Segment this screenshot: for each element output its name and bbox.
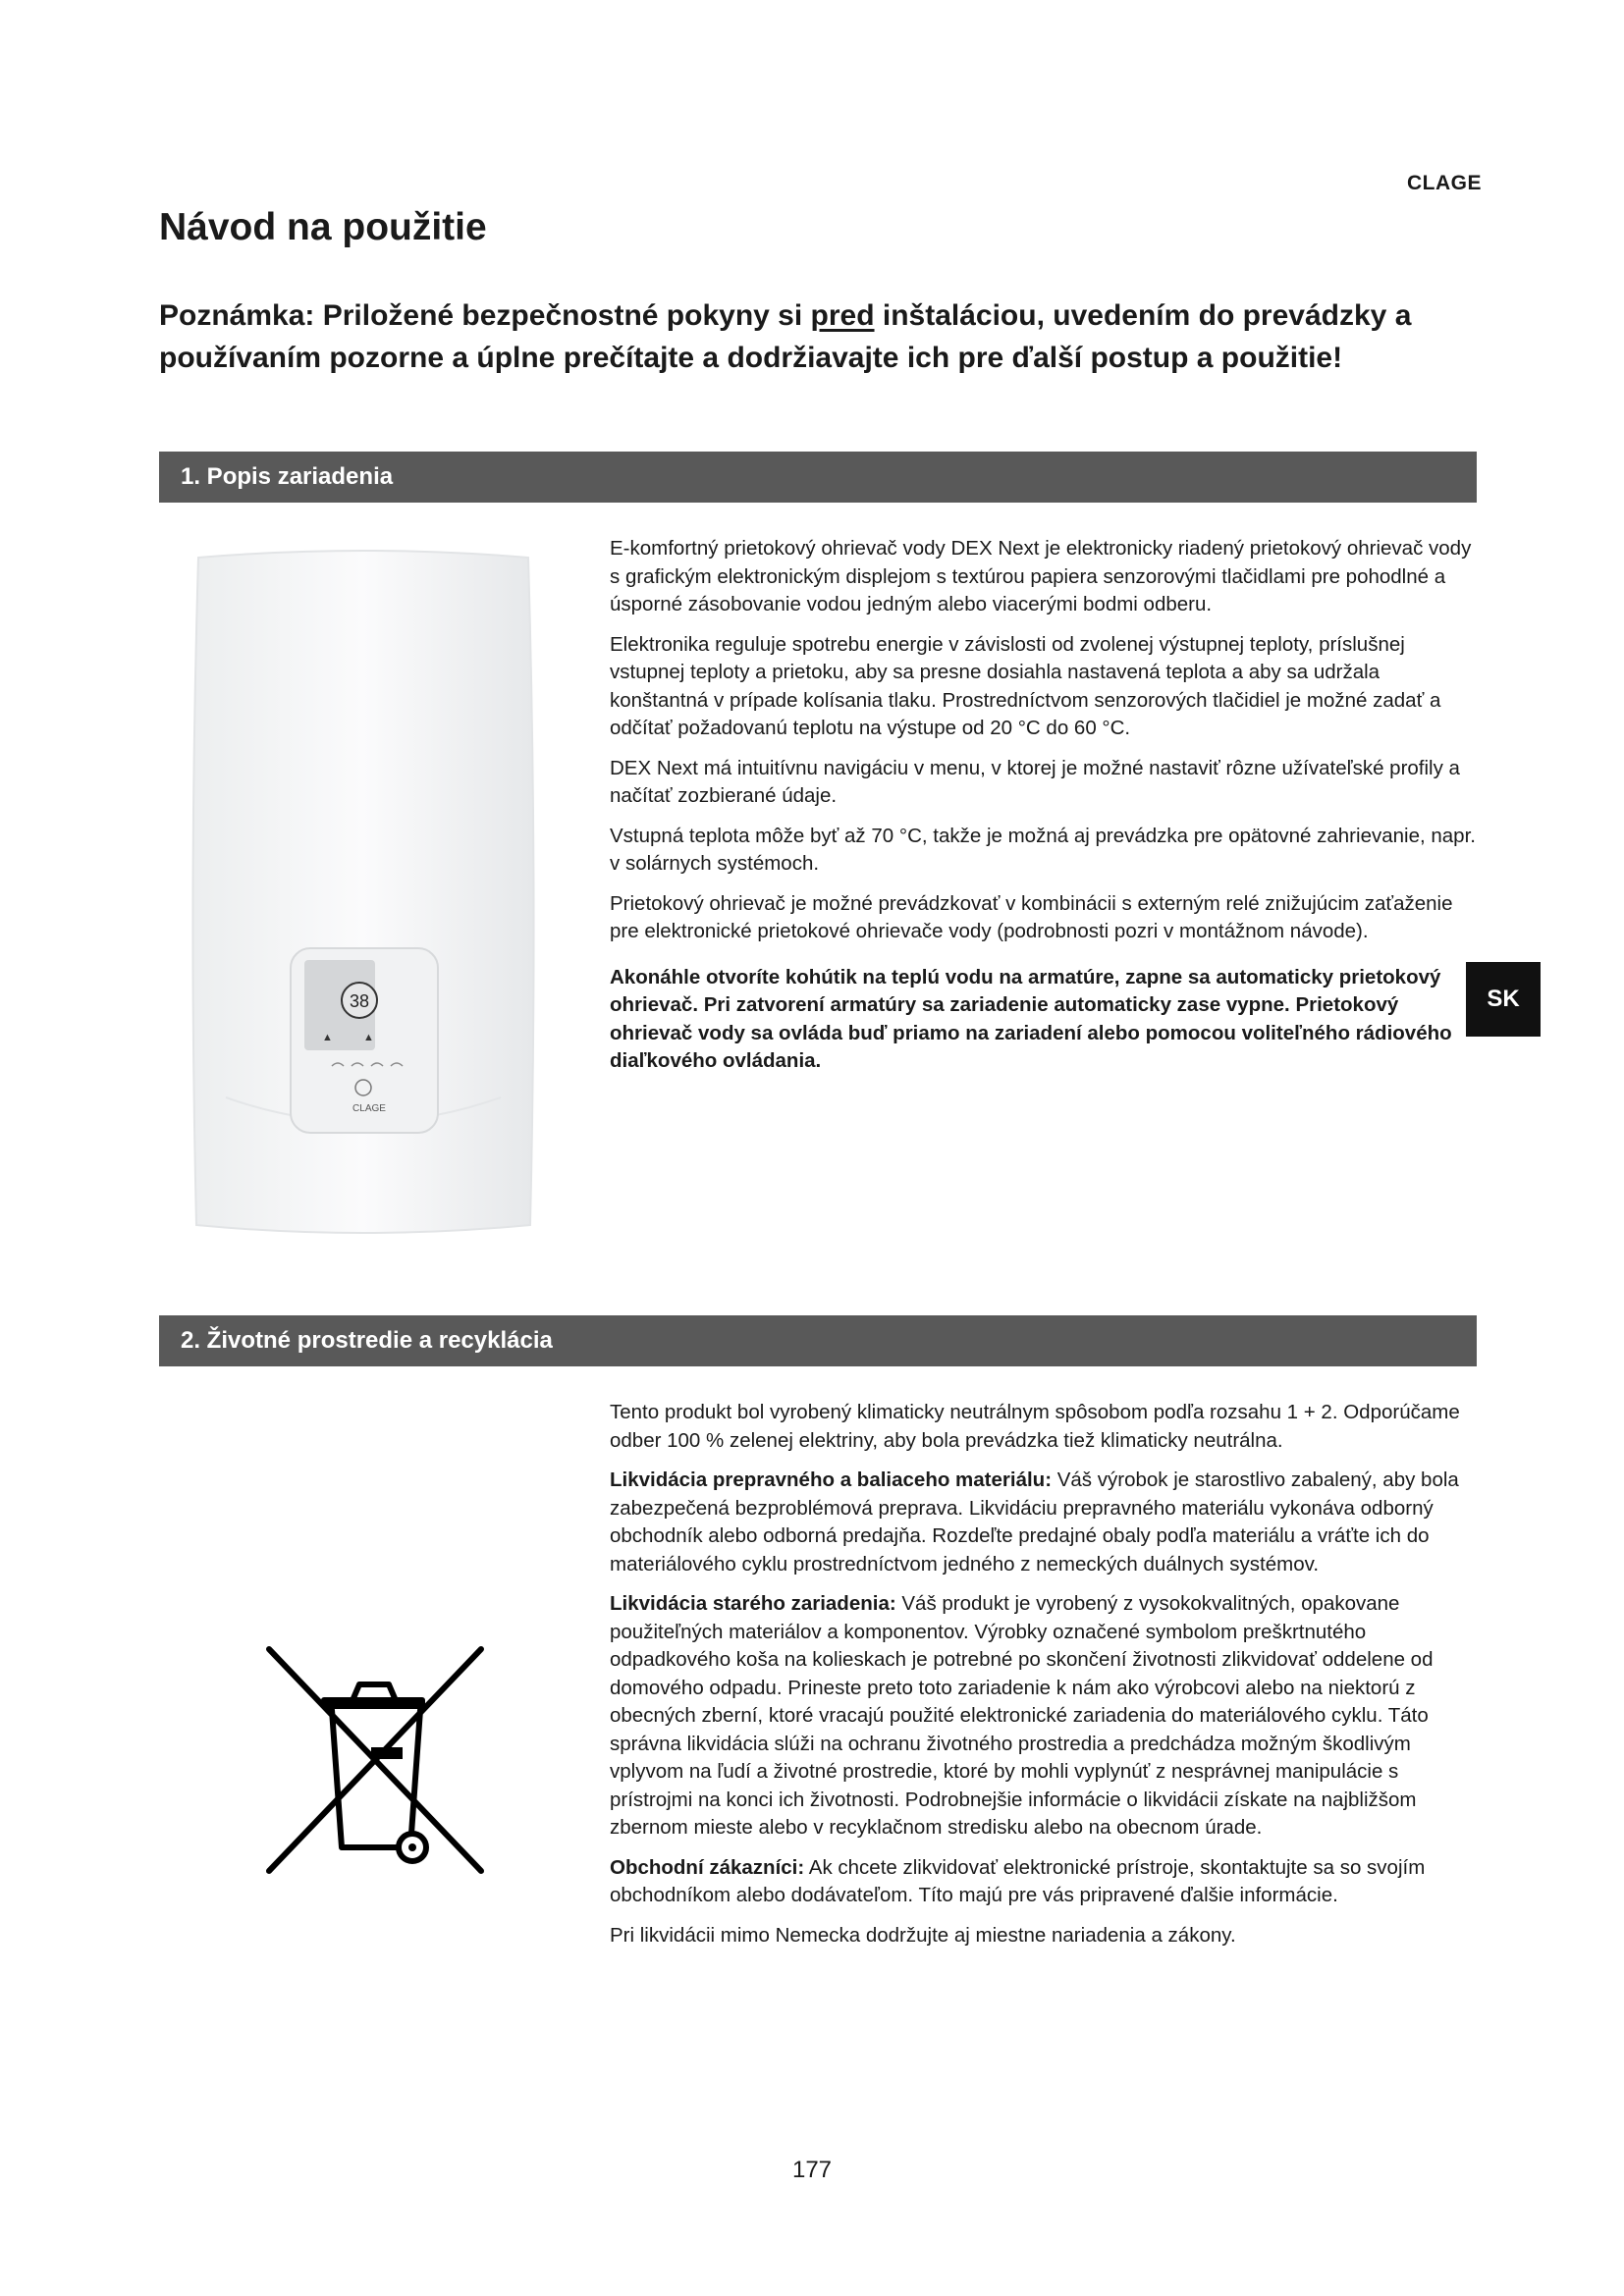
item-label: Obchodní zákazníci: bbox=[610, 1855, 805, 1879]
device-image bbox=[187, 548, 540, 1235]
page-title: Návod na použitie bbox=[159, 206, 487, 248]
item-text: Váš produkt je vyrobený z vysokokvalitných, opakovane použiteľných materiálov a komponentov. Výrobky označené symbolom preškrtnutého odpadkového koša na kolieskach je potrebné po skončení životnosti zlikvidovať oddelene od domového odpadu. Prineste preto toto zariadenie k nám ako výrobcovi alebo na niektorú z obecných zberní, ktoré vracajú použité elektronické zariadenia do materiálového cyklu. Táto správna likvidácia slúži na ochranu životného prostredia a predchádza možným škodlivým vplyvom na ľudí a životné prostredie, ktoré by mohli vyplynúť z nesprávnej manipulácie s prístrojmi na konci ich životnosti. Podrobnejšie informácie o likvidácii získate na najbližšom zbernom mieste alebo v recyklačnom stredisku alebo na obecnom úrade. bbox=[610, 1592, 1434, 1839]
section-2-body bbox=[610, 1399, 1479, 1961]
safety-note bbox=[159, 294, 1475, 379]
section-1-paragraph: DEX Next má intuitívnu navigáciu v menu, v ktorej je možné nastaviť rôzne užívateľské profily a načítať zozbierané údaje. bbox=[610, 756, 1460, 807]
item-label: Likvidácia starého zariadenia: bbox=[610, 1592, 896, 1615]
note-prefix: Poznámka: Priložené bezpečnostné pokyny si bbox=[159, 299, 811, 332]
device-brand-label: CLAGE bbox=[352, 1103, 386, 1114]
section-1-bold-paragraph: Akonáhle otvoríte kohútik na teplú vodu na armatúre, zapne sa automaticky prietokový ohrievač. Pri zatvorení armatúry sa zariadenie automaticky zase vypne. Prietokový ohrievač vody sa ovláda buď priamo na zariadení alebo pomocou voliteľného rádiového diaľkového ovládania. bbox=[610, 965, 1452, 1072]
section-1-body bbox=[610, 535, 1479, 1088]
section-1-paragraph: E-komfortný prietokový ohrievač vody DEX Next je elektronicky riadený prietokový ohrievač vody s grafickým elektronickým displejom s textúrou papiera senzorovými tlačidlami pre pohodlné a úsporné zásobovanie vodou jedným alebo viacerými bodmi odberu. bbox=[610, 537, 1472, 615]
section-2-heading: 2. Životné prostredie a recyklácia bbox=[159, 1315, 1477, 1366]
item-label: Likvidácia prepravného a baliaceho materiálu: bbox=[610, 1468, 1053, 1491]
svg-text:▲: ▲ bbox=[363, 1032, 374, 1043]
note-suffix: inštaláciou, uvedením do prevádzky a používaním pozorne a úplne prečítajte a dodržiavajte ich pre ďalší postup a použitie! bbox=[159, 299, 1412, 374]
section-1-paragraph: Elektronika reguluje spotrebu energie v závislosti od zvolenej výstupnej teploty, príslušnej vstupnej teploty a prietoku, aby sa presne dosiahla nastavená teplota a aby sa udržala konštantná v prípade kolísania tlaku. Prostredníctvom senzorových tlačidiel je možné zadať a odčítať požadovanú teplotu na výstupe od 20 °C do 60 °C. bbox=[610, 632, 1441, 739]
section-2-closing: Pri likvidácii mimo Nemecka dodržujte aj miestne nariadenia a zákony. bbox=[610, 1923, 1236, 1947]
section-2-item bbox=[610, 1467, 1479, 1578]
item-text: Váš výrobok je starostlivo zabalený, aby bola zabezpečená bezproblémová preprava. Likvidáciu prepravného materiálu vykonáva odborný obchodník alebo odborná predajňa. Rozdeľte predajné obaly podľa materiálu a vráťte ich do materiálového cyklu prostredníctvom jedného z nemeckých duálnych systémov. bbox=[610, 1468, 1459, 1575]
item-text: Ak chcete zlikvidovať elektronické prístroje, skontaktujte sa so svojím obchodníkom alebo dodávateľom. Títo majú pre vás pripravené ďalšie informácie. bbox=[610, 1855, 1426, 1906]
section-2-item bbox=[610, 1854, 1479, 1910]
section-1-paragraph: Prietokový ohrievač je možné prevádzkovať v kombinácii s externým relé znižujúcim zaťaženie pre elektronické prietokové ohrievače vody (podrobnosti pozri v montážnom návode). bbox=[610, 891, 1453, 942]
section-2-item bbox=[610, 1590, 1479, 1842]
note-underlined: pred bbox=[810, 299, 875, 332]
brand-name: CLAGE bbox=[1407, 172, 1482, 194]
page-number: 177 bbox=[791, 2157, 833, 2183]
language-tab: SK bbox=[1466, 962, 1541, 1037]
svg-text:▲: ▲ bbox=[322, 1032, 333, 1043]
crossed-out-bin-icon bbox=[263, 1641, 489, 1887]
section-1-paragraph: Vstupná teplota môže byť až 70 °C, takže je možná aj prevádzka pre opätovné zahrievanie, napr. v solárnych systémoch. bbox=[610, 824, 1476, 875]
section-2-intro: Tento produkt bol vyrobený klimaticky neutrálnym spôsobom podľa rozsahu 1 + 2. Odporúčame odber 100 % zelenej elektriny, aby bola prevádzka tiež klimaticky neutrálna. bbox=[610, 1401, 1460, 1452]
device-temperature-display: 38 bbox=[349, 991, 370, 1011]
section-1-heading: 1. Popis zariadenia bbox=[159, 452, 1477, 503]
